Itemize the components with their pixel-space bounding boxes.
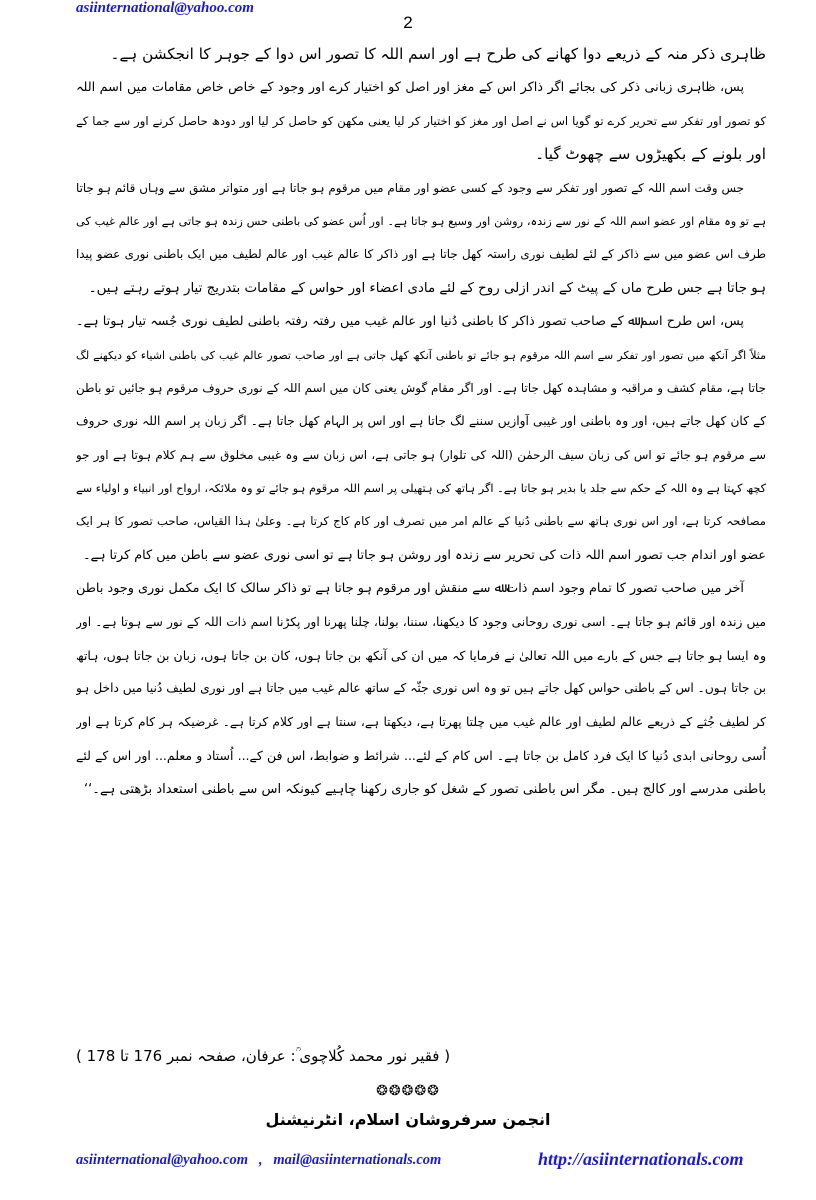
body-text-line: پس، اس طرح اسم ﷲ کے صاحب تصور ذاکر کا باطنی دُنیا اور عالم غیب میں رفتہ رفتہ باطنی لطیف نوری جُسہ تیار ہوتا ہے۔ bbox=[76, 314, 744, 330]
organization-name: انجمن سرفروشان اسلام، انٹرنیشنل bbox=[265, 1110, 551, 1129]
document-body bbox=[76, 38, 766, 806]
body-text-line: اور بلونے کے بکھیڑوں سے چھوٹ گیا۔ bbox=[535, 145, 766, 164]
body-text-line: سے مرقوم ہو جائے تو اس کی زبان سیف الرحمٰن (اللہ کی تلوار) ہو جاتی ہے، اس زبان سے وہ غیبی مخلوق سے ہم کلام ہوتا ہے اور جو bbox=[76, 447, 766, 462]
body-text-line: ظاہری ذکر منہ کے ذریعے دوا کھانے کی طرح ہے اور اسم اللہ کا تصور اس دوا کے جوہر کا انجکشن ہے۔ bbox=[110, 45, 766, 63]
body-text-line: کو تصور اور تفکر سے تحریر کرے تو گویا اس نے اصل اور مغز کو اختیار کر لیا یعنی مکھن کو حاصل کر لیا اور دودھ حاصل کرنے اور سے جما کے bbox=[76, 113, 766, 128]
footer-email-links[interactable]: asiinternational@yahoo.com , mail@asiinternationals.com bbox=[76, 1152, 442, 1168]
body-text-line: باطنی مدرسے اور کالج ہیں۔ مگر اس باطنی تصور کے شغل کو جاری رکھنا چاہیے کیونکہ اس سے باطنی استعداد بڑھتی ہے۔‘‘ bbox=[83, 781, 766, 797]
body-text-line: آخر میں صاحب تصور کا تمام وجود اسم ذات ﷲ سے منقش اور مرقوم ہو جاتا ہے تو ذاکر سالک کا ایک مکمل نوری وجود باطن bbox=[76, 581, 744, 597]
header-email-link[interactable]: asiinternational@yahoo.com bbox=[76, 0, 254, 16]
body-text-line: مثلاً اگر آنکھ میں تصور اور تفکر سے اسم اللہ مرقوم ہو جائے تو باطنی آنکھ کھل جاتی ہے اور صاحب تصور عالم غیب کی باطنی اشیاء کو دیکھنے لگ bbox=[76, 348, 766, 362]
ornament-divider-icon: ❂❂❂❂❂ bbox=[376, 1083, 440, 1099]
body-text-line: جاتا ہے، مقام کشف و مراقبہ و مشاہدہ کھل جاتا ہے۔ اور اگر مقام گوش یعنی کان میں اسم اللہ کے نوری حروف مرقوم ہو جائیں تو باطن bbox=[76, 380, 766, 395]
body-text-line: جس وقت اسم اللہ کے تصور اور تفکر سے وجود کے کسی عضو اور مقام میں مرقوم ہو جاتا ہے اور متواتر مشق سے وہاں قائم ہو جاتا bbox=[76, 180, 744, 195]
body-text-line: بن جاتا ہوں۔ اس کے باطنی حواس کھل جاتے ہیں تو وہ اس نوری جثّہ کے ساتھ عالم غیب میں جاتا ہے اور نوری لطیف دُنیا میں داخل ہو bbox=[76, 681, 766, 696]
body-text-line: عضو اور اندام جب تصور اسم اللہ ذات کی تحریر سے زندہ اور روشن ہو جاتا ہے تو اسی نوری عضو سے باطن میں کام کرتا ہے۔ bbox=[82, 547, 766, 563]
body-text-line: ہے تو وہ مقام اور عضو اسم اللہ کے نور سے زندہ، روشن اور وسیع ہو جاتا ہے۔ اور اُس عضو کی باطنی حس زندہ ہو جاتی ہے اور عالم غیب کی bbox=[76, 214, 766, 228]
page-number: 2 bbox=[403, 13, 413, 32]
body-text-line: پس، ظاہری زبانی ذکر کی بجائے اگر ذاکر اس کے مغز اور اصل کو اختیار کرے اور وجود کے خاص خاص مقامات میں اسم اللہ bbox=[76, 80, 744, 96]
citation: ( فقیر نور محمد کُلاچوی ؒ: عرفان، صفحہ نمبر 176 تا 178 ) bbox=[76, 1047, 451, 1065]
body-text-line: کر لطیف جُثے کے ذریعے عالم لطیف اور عالم غیب میں چلتا پھرتا ہے، دیکھتا ہے، سنتا ہے اور کلام کرتا ہے۔ غرضیکہ ہر کام کرتا ہے اور bbox=[76, 714, 766, 729]
body-text-line: میں زندہ اور قائم ہو جاتا ہے۔ اسی نوری روحانی وجود کا دیکھنا، سننا، بولنا، چلنا پھرنا اور پکڑنا اسم ذات اللہ کے نور سے ہوتا ہے۔ اور bbox=[76, 614, 766, 629]
body-text-line: وہ ایسا ہو جاتا ہے جس کے بارے میں اللہ تعالیٰ نے فرمایا کہ میں ان کی آنکھ بن جاتا ہوں، کان بن جاتا ہوں، زبان بن جاتا ہوں، ہاتھ bbox=[76, 648, 766, 664]
body-text-line: طرف اس عضو میں سے ذاکر کے لئے لطیف نوری راستہ کھل جاتا ہے اور ذاکر کا عالم غیب اور عالم لطیف میں ایک باطنی نوری عضو پیدا bbox=[76, 247, 766, 262]
body-text-line: ہو جاتا ہے جس طرح ماں کے پیٹ کے اندر ازلی روح کے لئے مادی اعضاء اور حواس کے مقامات بتدریج تیار ہوتے رہتے ہیں۔ bbox=[88, 280, 766, 296]
body-text-line: مصافحہ کرتا ہے، اور اس نوری ہاتھ سے باطنی دُنیا کے عالم امر میں تصرف اور کام کاج کرتا ہے۔ وعلیٰ ہذا القیاس، صاحب تصور کا ہر ایک bbox=[76, 514, 766, 529]
body-text-line: اُسی روحانی ابدی دُنیا کا ایک فرد کامل بن جاتا ہے۔ اس کام کے لئے... شرائط و ضوابط، اس فن کے... اُستاد و معلم... اور اس کے لئے bbox=[76, 748, 766, 764]
body-text-line: کے کان کھل جاتے ہیں، اور وہ باطنی اور غیبی آوازیں سننے لگ جاتا ہے اور اس پر الہام کھل جاتا ہے۔ اگر زبان پر اسم اللہ نوری حروف bbox=[76, 414, 766, 429]
body-text-line: کچھ کہتا ہے وہ اللہ کے حکم سے جلد یا بدیر ہو جاتا ہے۔ اگر ہاتھ کی ہتھیلی پر اسم اللہ مرقوم ہو جائے تو وہ ملائکہ، ارواح اور انبیاء و اولیاء سے bbox=[76, 482, 766, 496]
footer-website-link[interactable]: http://asiinternationals.com bbox=[538, 1149, 744, 1169]
